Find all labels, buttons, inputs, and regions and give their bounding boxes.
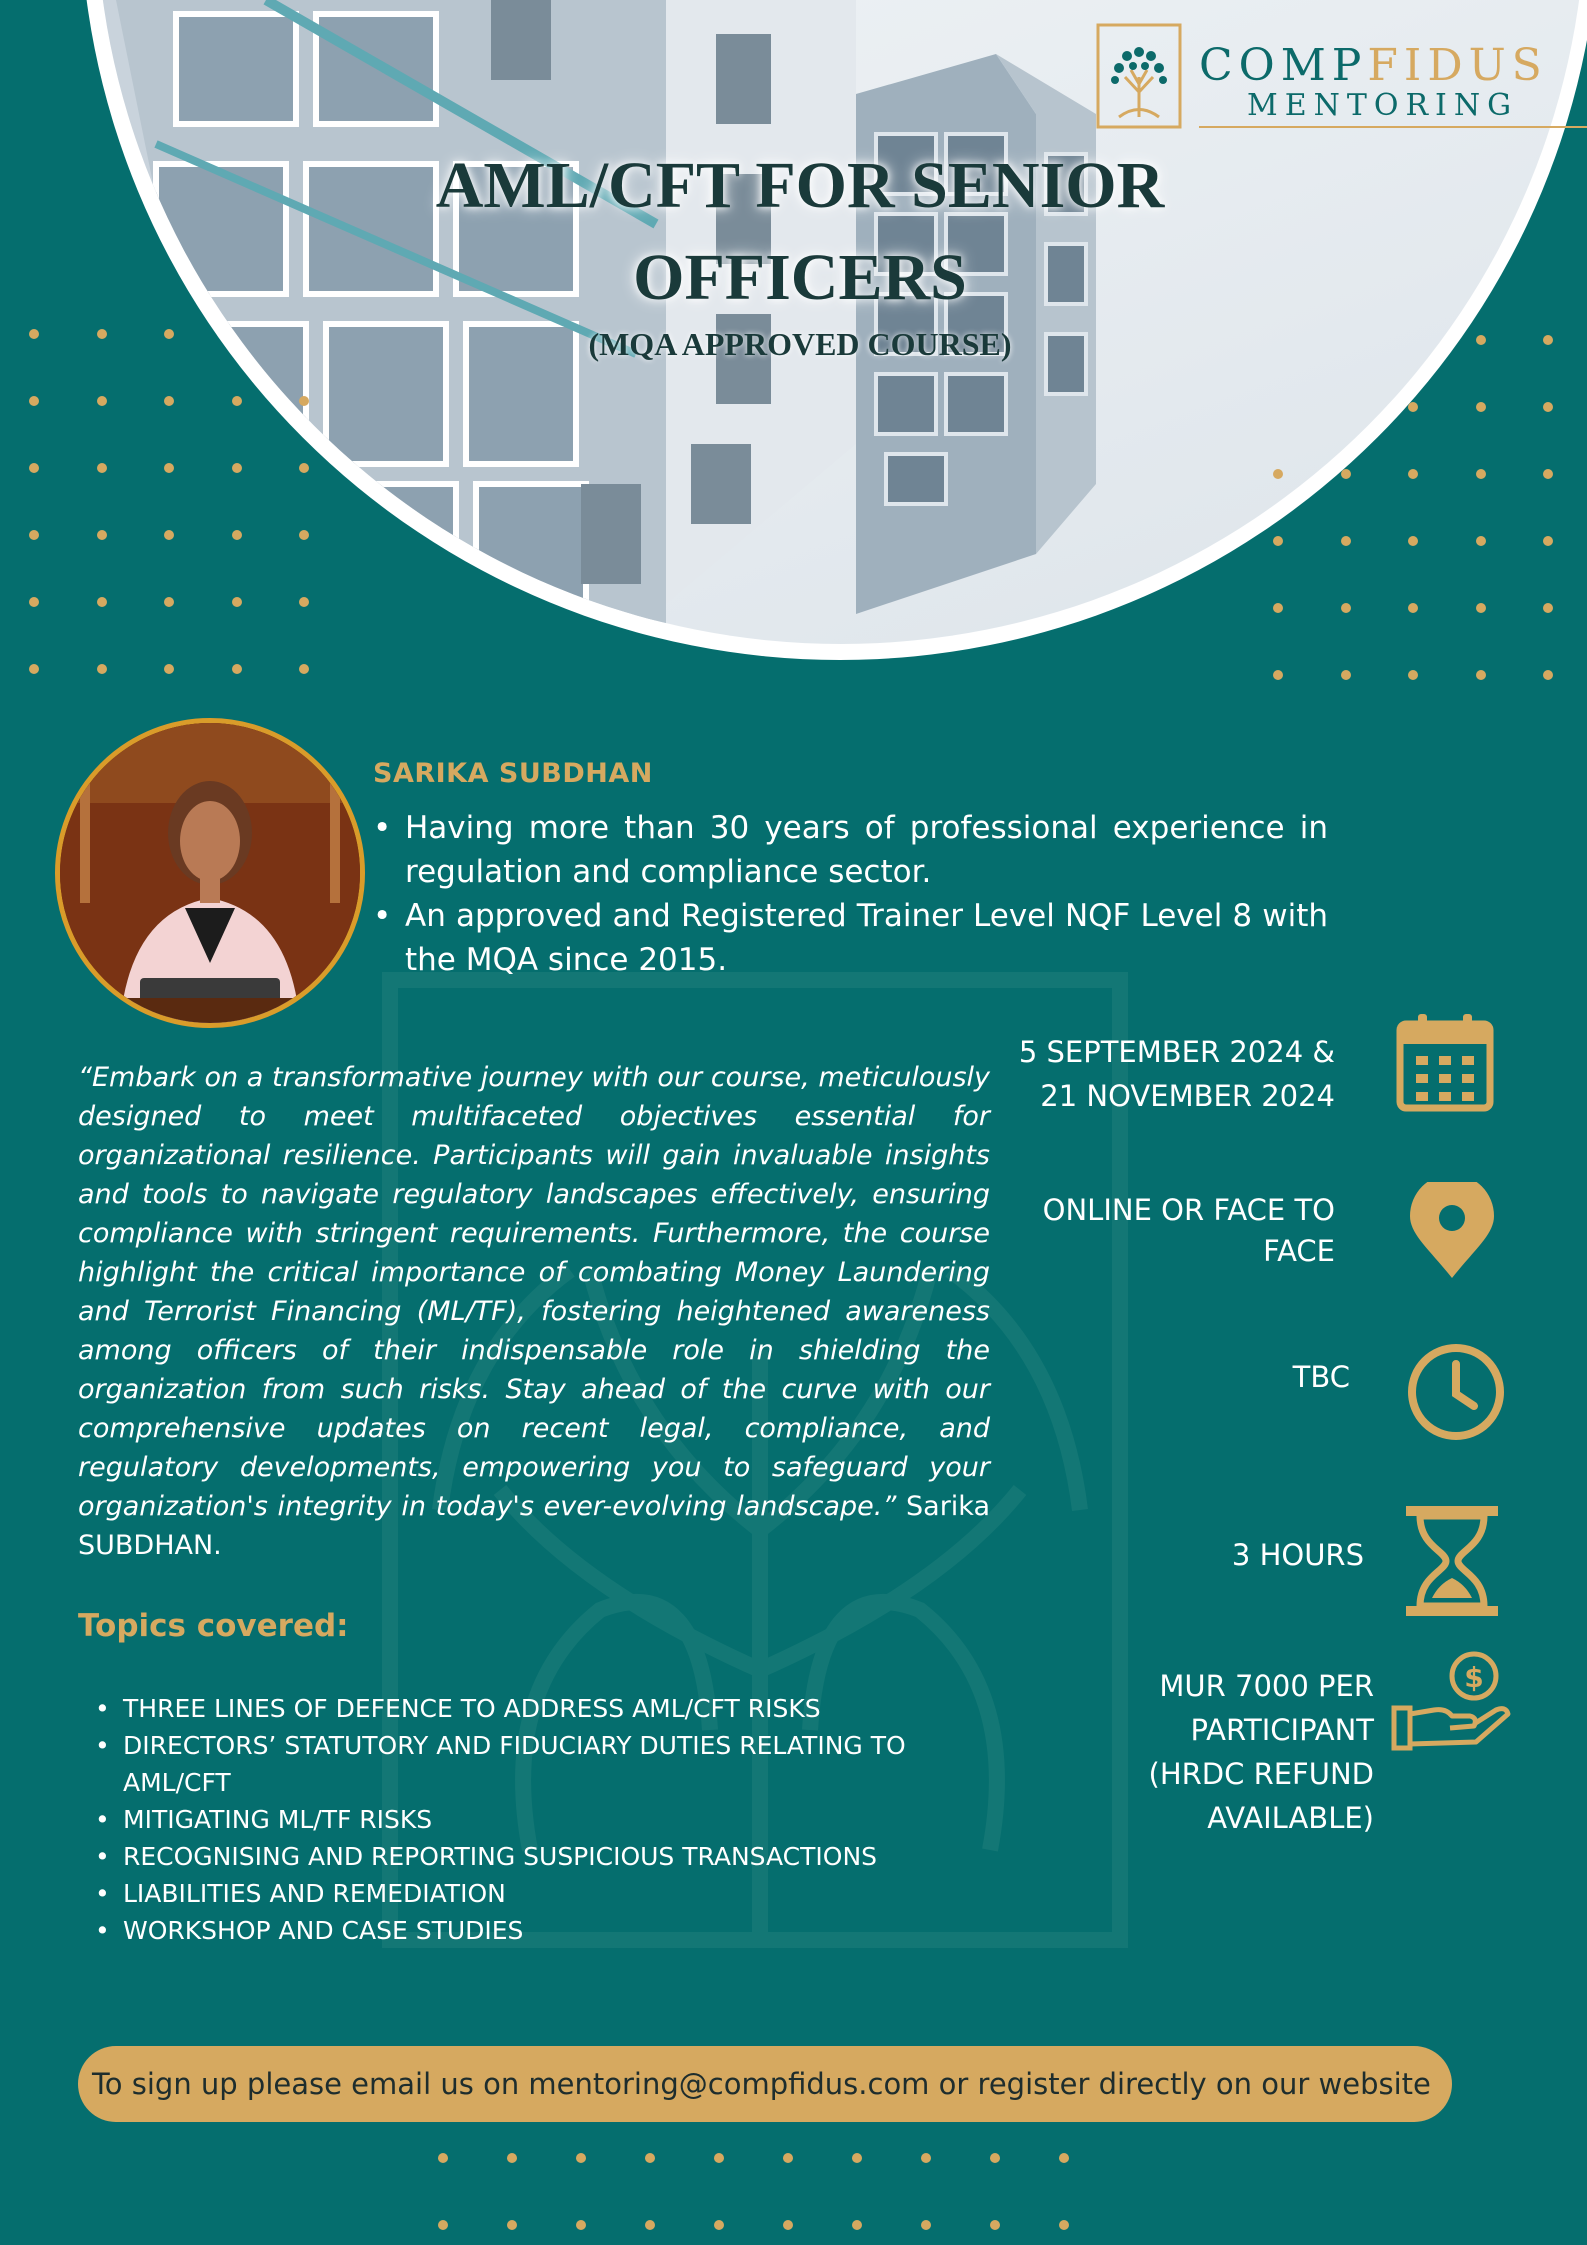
decorative-dot [29,396,39,406]
decorative-dot [1543,670,1553,680]
decorative-dot [714,2153,724,2163]
decorative-dot [164,329,174,339]
course-mode: ONLINE OR FACE TO FACE [1042,1193,1335,1268]
decorative-dot [852,2220,862,2230]
decorative-dot [1273,670,1283,680]
decorative-dot [29,463,39,473]
decorative-dot [1408,670,1418,680]
decorative-dot [714,2220,724,2230]
topic-item: • LIABILITIES AND REMEDIATION [95,1875,975,1912]
decorative-dot [299,396,309,406]
decorative-dot [299,597,309,607]
decorative-dot [576,2153,586,2163]
decorative-dot [164,664,174,674]
decorative-dot [921,2220,931,2230]
decorative-dot [164,530,174,540]
decorative-dot [299,463,309,473]
decorative-dot [1341,469,1351,479]
decorative-dot [29,329,39,339]
decorative-dot [232,463,242,473]
dot-grid-left [0,0,330,690]
decorative-dot [1543,402,1553,412]
decorative-dot [1408,402,1418,412]
course-subtitle: (MQA APPROVED COURSE) [588,326,1012,362]
decorative-dot [299,530,309,540]
topic-item: • DIRECTORS’ STATUTORY AND FIDUCIARY DUTIES RELATING TO AML/CFT [95,1727,975,1801]
decorative-dot [1543,536,1553,546]
decorative-dot [1341,670,1351,680]
course-duration: 3 HOURS [1231,1538,1364,1572]
decorative-dot [1476,469,1486,479]
brand-subline: MENTORING [1247,88,1519,123]
trainer-name: SARIKA SUBDHAN [373,758,653,789]
course-price: MUR 7000 PER PARTICIPANT (HRDC REFUND AVAILABLE) [1148,1669,1374,1835]
decorative-dot [1408,603,1418,613]
decorative-dot [1476,670,1486,680]
decorative-dot [990,2220,1000,2230]
decorative-dot [232,396,242,406]
decorative-dot [1273,536,1283,546]
svg-text:$: $ [1464,1661,1484,1694]
calendar-icon [1396,1012,1494,1112]
decorative-dot [576,2220,586,2230]
hourglass-icon [1406,1506,1498,1616]
course-title: AML/CFT FOR SENIOR OFFICERS [435,149,1165,314]
decorative-dot [29,597,39,607]
topics-list [95,1690,975,1949]
topic-item: • MITIGATING ML/TF RISKS [95,1801,975,1838]
location-pin-icon [1408,1182,1496,1280]
topic-item: • THREE LINES OF DEFENCE TO ADDRESS AML/CFT RISKS [95,1690,975,1727]
decorative-dot [1408,536,1418,546]
decorative-dot [1059,2153,1069,2163]
decorative-dot [232,597,242,607]
quote-author: Sarika SUBDHAN. [78,1491,991,1561]
decorative-dot [990,2153,1000,2163]
decorative-dot [438,2153,448,2163]
decorative-dot [29,664,39,674]
decorative-dot [1341,603,1351,613]
decorative-dot [921,2153,931,2163]
decorative-dot [97,463,107,473]
topics-heading: Topics covered: [78,1608,349,1644]
decorative-dot [1543,469,1553,479]
decorative-dot [164,597,174,607]
decorative-dot [29,530,39,540]
decorative-dot [97,530,107,540]
topic-item: • RECOGNISING AND REPORTING SUSPICIOUS TRANSACTIONS [95,1838,975,1875]
course-dates: 5 SEPTEMBER 2024 & 21 NOVEMBER 2024 [1018,1035,1335,1113]
decorative-dot [852,2153,862,2163]
decorative-dot [1476,402,1486,412]
decorative-dot [507,2153,517,2163]
signup-banner[interactable] [78,2046,1452,2122]
decorative-dot [783,2153,793,2163]
decorative-dot [97,597,107,607]
course-time: TBC [1292,1360,1350,1394]
decorative-dot [1543,335,1553,345]
decorative-dot [645,2220,655,2230]
bio-item: • Having more than 30 years of professional experience in regulation and compliance sector. [373,806,1328,894]
decorative-dot [232,664,242,674]
trainer-photo [55,718,365,1028]
bio-item: • An approved and Registered Trainer Level NQF Level 8 with the MQA since 2015. [373,894,1328,982]
decorative-dot [438,2220,448,2230]
decorative-dot [1476,536,1486,546]
decorative-dot [1543,603,1553,613]
dot-grid-bottom [430,2140,1090,2245]
decorative-dot [1273,603,1283,613]
decorative-dot [97,664,107,674]
signup-text: To sign up please email us on mentoring@compfidus.com or register directly on our website [92,2067,1431,2101]
topic-item: • WORKSHOP AND CASE STUDIES [95,1912,975,1949]
decorative-dot [1059,2220,1069,2230]
decorative-dot [645,2153,655,2163]
tree-logo-icon [1095,22,1183,130]
decorative-dot [783,2220,793,2230]
decorative-dot [507,2220,517,2230]
decorative-dot [299,664,309,674]
decorative-dot [97,329,107,339]
decorative-dot [97,396,107,406]
dot-grid-right [1260,0,1587,690]
decorative-dot [164,463,174,473]
course-quote [78,1058,990,1565]
decorative-dot [1476,335,1486,345]
decorative-dot [164,396,174,406]
decorative-dot [1476,603,1486,613]
quote-text: “Embark on a transformative journey with our course, meticulously designed to meet multifaceted objectives essential for organizational resilience. Participants will gain invaluable insights and tools to navigate regulatory landscapes effectively, ensuring compliance with stringent requirements. Furthermore, the course highlight the critical importance of combating Money Laundering and Terrorist Financing (ML/TF), fostering heightened awareness among officers of their indispensable role in shielding the organization from such risks. Stay ahead of the curve with our comprehensive updates on recent legal, compliance, and regulatory developments, empowering you to safeguard your organization's integrity in today's ever-evolving landscape.” [78,1062,990,1522]
decorative-dot [1341,536,1351,546]
decorative-dot [1273,469,1283,479]
decorative-dot [1408,469,1418,479]
trainer-bio [373,806,1328,982]
money-hand-icon [1390,1650,1512,1752]
brand-name: COMPFIDUS [1199,40,1548,91]
decorative-dot [232,530,242,540]
clock-icon [1406,1342,1506,1442]
